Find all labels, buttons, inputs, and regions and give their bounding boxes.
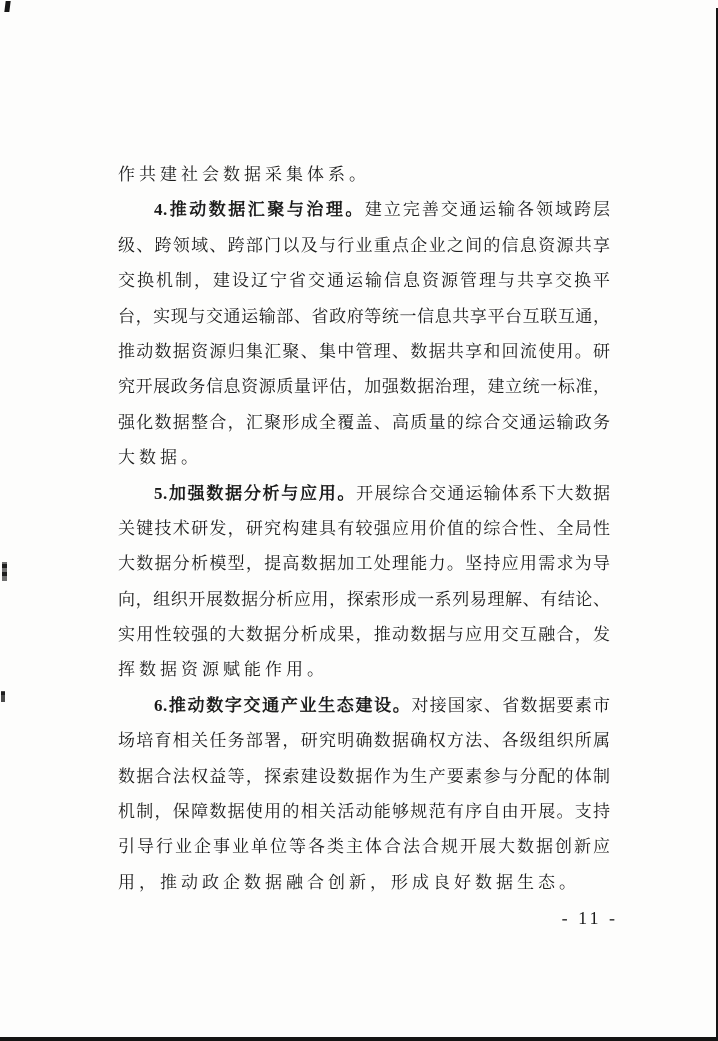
- text-line: [118, 263, 610, 298]
- line-text: 交换机制，建设辽宁省交通运输信息资源管理与共享交换平: [118, 271, 610, 291]
- paragraph-4-heading-line: [118, 192, 610, 227]
- line-text: 大数据。: [118, 448, 202, 468]
- document-body: [118, 157, 610, 900]
- line-text: 强化数据整合，汇聚形成全覆盖、高质量的综合交通运输政务: [118, 412, 610, 432]
- scan-artifact-left-upper: [2, 562, 7, 581]
- line-text: 挥数据资源赋能作用。: [118, 660, 328, 680]
- scan-artifact-left-lower: [1, 691, 5, 702]
- text-line: [118, 794, 610, 829]
- text-line: [118, 546, 610, 581]
- section-6-heading: 6.推动数字交通产业生态建设。: [154, 695, 412, 715]
- text-line: [118, 299, 610, 334]
- line-text: 实用性较强的大数据分析成果，推动数据与应用交互融合，发: [118, 625, 610, 645]
- page-number: - 11 -: [561, 908, 618, 928]
- text-line: [118, 652, 610, 687]
- line-text: 大数据分析模型，提高数据加工处理能力。坚持应用需求为导: [118, 554, 610, 574]
- line-text: 机制，保障数据使用的相关活动能够规范有序自由开展。支持: [118, 802, 610, 822]
- line-text: 对接国家、省数据要素市: [411, 695, 610, 715]
- line-text: 用，推动政企数据融合创新，形成良好数据生态。: [118, 872, 580, 892]
- line-text: 开展综合交通运输体系下大数据: [356, 483, 610, 503]
- line-text: 台，实现与交通运输部、省政府等统一信息共享平台互联互通，: [118, 306, 610, 326]
- line-text: 究开展政务信息资源质量评估，加强数据治理，建立统一标准，: [118, 377, 610, 397]
- paragraph-6-heading-line: [118, 688, 610, 723]
- section-5-heading: 5.加强数据分析与应用。: [154, 483, 357, 503]
- paragraph-5-heading-line: [118, 476, 610, 511]
- text-line: [118, 228, 610, 263]
- text-line: [118, 582, 610, 617]
- line-text: 向，组织开展数据分析应用，探索形成一系列易理解、有结论、: [118, 589, 610, 609]
- text-line: [118, 440, 610, 475]
- text-line: [118, 759, 610, 794]
- line-text: 作共建社会数据采集体系。: [118, 165, 370, 184]
- text-line: [118, 157, 610, 192]
- line-text: 数据合法权益等，探索建设数据作为生产要素参与分配的体制: [118, 766, 610, 786]
- line-text: 级、跨领域、跨部门以及与行业重点企业之间的信息资源共享: [118, 235, 610, 255]
- text-line: [118, 829, 610, 864]
- text-line: [118, 723, 610, 758]
- text-line: [118, 334, 610, 369]
- line-text: 推动数据资源归集汇聚、集中管理、数据共享和回流使用。研: [118, 341, 610, 361]
- text-line: [118, 617, 610, 652]
- line-text: 场培育相关任务部署，研究明确数据确权方法、各级组织所属: [118, 731, 610, 751]
- section-4-heading: 4.推动数据汇聚与治理。: [154, 200, 365, 220]
- text-line: [118, 405, 610, 440]
- line-text: 关键技术研发，研究构建具有较强应用价值的综合性、全局性: [118, 518, 610, 538]
- scan-border-bottom: [0, 1037, 718, 1041]
- text-line: [118, 369, 610, 404]
- scan-artifact-top-left: [4, 1, 10, 12]
- text-line: [118, 511, 610, 546]
- line-text: 引导行业企事业单位等各类主体合法合规开展大数据创新应: [118, 837, 610, 857]
- line-text: 建立完善交通运输各领域跨层: [364, 200, 611, 220]
- text-line: [118, 865, 610, 900]
